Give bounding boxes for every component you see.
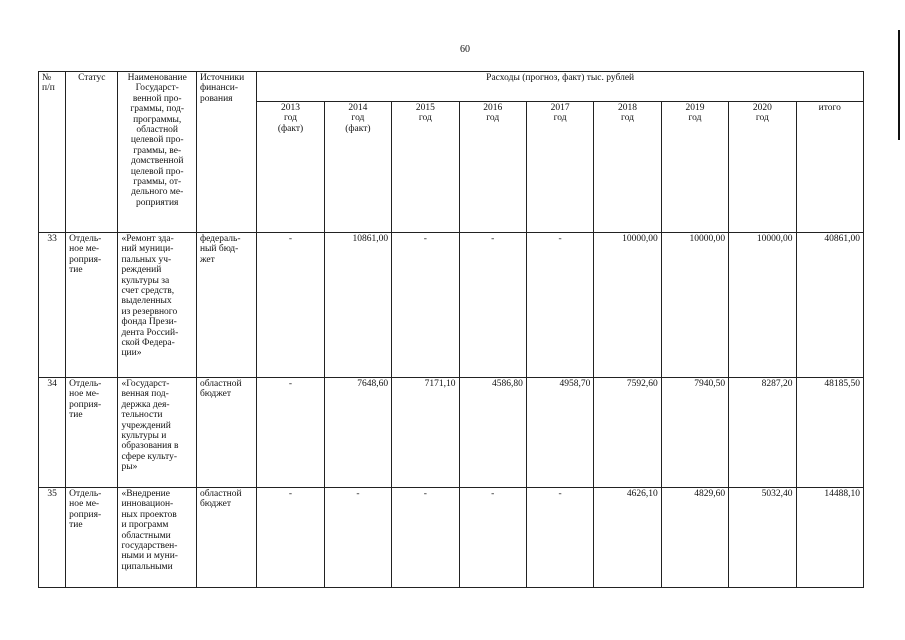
value-2020: 8287,20 [729, 378, 796, 488]
value-2015: 7171,10 [392, 378, 459, 488]
value-2019: 4829,60 [661, 488, 728, 588]
header-year-2020: 2020 год [729, 102, 796, 233]
header-year-2019: 2019 год [661, 102, 728, 233]
value-total: 48185,50 [796, 378, 863, 488]
value-2018: 10000,00 [594, 233, 661, 378]
row-status: Отдель- ное ме- роприя- тие [66, 233, 118, 378]
header-num: № п/п [39, 72, 66, 233]
header-total: итого [796, 102, 863, 233]
header-year-2017: 2017 год [526, 102, 593, 233]
row-status: Отдель- ное ме- роприя- тие [66, 488, 118, 588]
value-2013: - [257, 233, 324, 378]
value-2013: - [257, 488, 324, 588]
header-year-2015: 2015 год [392, 102, 459, 233]
value-2017: - [526, 233, 593, 378]
header-expenses: Расходы (прогноз, факт) тыс. рублей [257, 72, 864, 102]
value-2014: - [324, 488, 391, 588]
header-year-2016: 2016 год [459, 102, 526, 233]
table-row [39, 233, 864, 378]
row-source: областной бюджет [196, 378, 256, 488]
value-2018: 4626,10 [594, 488, 661, 588]
value-2017: 4958,70 [526, 378, 593, 488]
row-number: 34 [39, 378, 66, 488]
row-source: областной бюджет [196, 488, 256, 588]
value-2019: 7940,50 [661, 378, 728, 488]
value-2016: - [459, 233, 526, 378]
value-total: 40861,00 [796, 233, 863, 378]
value-2016: 4586,80 [459, 378, 526, 488]
value-2017: - [526, 488, 593, 588]
header-program-name: Наименование Государст- венной про- граммы, под- программы, областной целевой про- граммы, ве- домственной целевой про- граммы, от- дельного ме- роприятия [118, 72, 196, 233]
table-row [39, 378, 864, 488]
row-source: федераль- ный бюд- жет [196, 233, 256, 378]
row-number: 35 [39, 488, 66, 588]
header-year-2014: 2014 год (факт) [324, 102, 391, 233]
row-program-name: «Государст- венная под- держка дея- тельности учреждений культуры и образования в сфере культу- ры» [118, 378, 196, 488]
value-2014: 7648,60 [324, 378, 391, 488]
row-program-name: «Внедрение инновацион- ных проектов и программ областными государствен- ными и муни- ципальными [118, 488, 196, 588]
page-number: 60 [460, 44, 470, 55]
header-year-2013: 2013 год (факт) [257, 102, 324, 233]
value-2015: - [392, 233, 459, 378]
row-program-name: «Ремонт зда- ний муници- пальных уч- реждений культуры за счет средств, выделенных из резервного фонда Прези- дента Россий- ской Федера- ции» [118, 233, 196, 378]
header-status: Статус [66, 72, 118, 233]
table-row [39, 488, 864, 588]
value-2019: 10000,00 [661, 233, 728, 378]
header-year-2018: 2018 год [594, 102, 661, 233]
expenses-table [38, 71, 864, 588]
value-2016: - [459, 488, 526, 588]
value-total: 14488,10 [796, 488, 863, 588]
value-2015: - [392, 488, 459, 588]
value-2020: 5032,40 [729, 488, 796, 588]
value-2014: 10861,00 [324, 233, 391, 378]
value-2018: 7592,60 [594, 378, 661, 488]
value-2020: 10000,00 [729, 233, 796, 378]
row-number: 33 [39, 233, 66, 378]
row-status: Отдель- ное ме- роприя- тие [66, 378, 118, 488]
header-sources: Источники финанси- рования [196, 72, 256, 233]
page-edge-line [898, 30, 900, 140]
value-2013: - [257, 378, 324, 488]
